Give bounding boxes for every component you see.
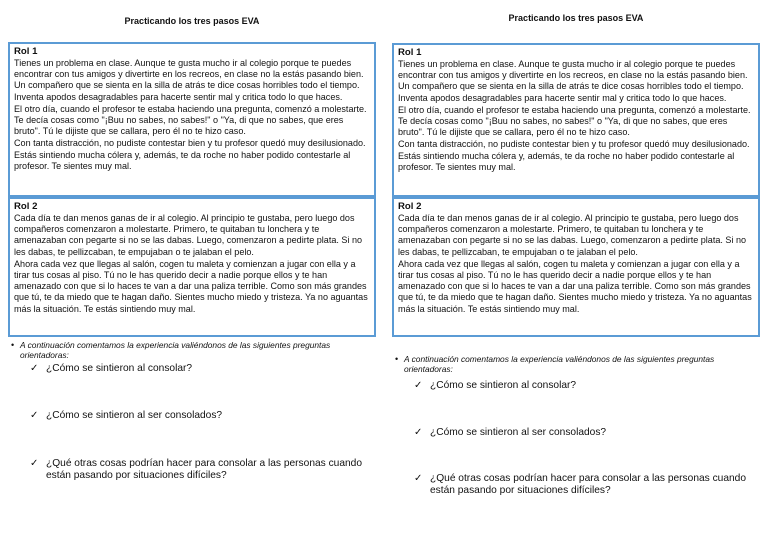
role-paragraph: El otro día, cuando el profesor te estaba haciendo una pregunta, comenzó a molestarte. Te decía cosas como "¡Buu no sabes, no sabes!" o "Ya, di que no sabes, que eres bruto". Tú le dijiste que se callara, pero él no te hizo caso. <box>14 103 367 137</box>
question-text: ¿Cómo se sintieron al consolar? <box>46 363 193 374</box>
checkmark-icon: ✓ <box>414 427 423 438</box>
question-text: ¿Cómo se sintieron al consolar? <box>430 380 577 391</box>
intro-text: A continuación comentamos la experiencia valiéndonos de las siguientes preguntas orientadoras: <box>20 340 331 360</box>
role-paragraph: Con tanta distracción, no pudiste contestar bien y tu profesor quedó muy desilusionado. Estás sintiendo mucha cólera y, además, te da roche no haber podido contestarle al profesor. Te sientes muy mal. <box>14 138 366 171</box>
question-item <box>8 410 376 422</box>
intro-text: A continuación comentamos la experiencia valiéndonos de las siguientes preguntas orientadoras: <box>404 354 715 374</box>
bullet-icon: • <box>11 340 15 350</box>
role-2-box <box>392 197 760 337</box>
intro-bullet-item <box>8 340 376 360</box>
role-paragraph: Cada día te dan menos ganas de ir al colegio. Al principio te gustaba, pero luego dos compañeros comenzaron a molestarte. Primero, te quitaban tu lonchera y te amenazaban con pegarte si no se las dabas. Luego, comenzaron a pedirte plata. Si no les dabas, te pellizcaban, te empujaban o te jalaban el pelo. <box>14 213 363 257</box>
role-heading: Rol 1 <box>398 47 422 58</box>
role-paragraph: Tienes un problema en clase. Aunque te gusta mucho ir al colegio porque te puedes encontrar con tus amigos y divertirte en los recreos, en clase no la estás pasando bien. Un compañero que se sienta en la silla de atrás te dice cosas horribles todo el tiempo. Inventa apodos desagradables para hacerte sentir mal y critica todo lo que haces. <box>398 59 748 103</box>
checkmark-icon: ✓ <box>30 458 39 469</box>
checkmark-icon: ✓ <box>30 410 39 421</box>
role-heading: Rol 2 <box>14 201 38 212</box>
role-paragraph: Cada día te dan menos ganas de ir al colegio. Al principio te gustaba, pero luego dos compañeros comenzaron a molestarte. Primero, te quitaban tu lonchera y te amenazaban con pegarte si no se las dabas. Luego, comenzaron a pedirte plata. Si no les dabas, te pellizcaban, te empujaban o te jalaban el pelo. <box>398 213 747 257</box>
bullet-icon: • <box>395 354 399 364</box>
role-1-box <box>392 43 760 197</box>
checkmark-icon: ✓ <box>414 473 423 484</box>
role-heading: Rol 1 <box>14 46 38 57</box>
role-paragraph: Ahora cada vez que llegas al salón, cogen tu maleta y comienzan a jugar con ella y a tirar tus cosas al piso. Tú no le has querido decir a nadie porque ellos y te han amenazado con que si lo haces te van a dar una paliza terrible. Como son más grandes que tú, te da miedo que te hagan daño. Sientes mucho miedo y tristeza. Ya no aguantas más la situación. Te estás sintiendo muy mal. <box>14 258 368 314</box>
checkmark-icon: ✓ <box>30 363 39 374</box>
role-paragraph: Tienes un problema en clase. Aunque te gusta mucho ir al colegio porque te puedes encontrar con tus amigos y divertirte en los recreos, en clase no la estás pasando bien. Un compañero que se sienta en la silla de atrás te dice cosas horribles todo el tiempo. Inventa apodos desagradables para hacerte sentir mal y critica todo lo que haces. <box>14 58 364 102</box>
question-item <box>392 380 760 392</box>
checkmark-icon: ✓ <box>414 380 423 391</box>
role-2-box <box>8 197 376 337</box>
question-text: ¿Cómo se sintieron al ser consolados? <box>46 410 223 421</box>
page-title: Practicando los tres pasos EVA <box>508 13 644 23</box>
role-heading: Rol 2 <box>398 201 422 212</box>
intro-bullet-item <box>392 354 760 374</box>
page-title: Practicando los tres pasos EVA <box>124 16 260 26</box>
question-item <box>8 363 376 375</box>
role-paragraph: El otro día, cuando el profesor te estaba haciendo una pregunta, comenzó a molestarte. Te decía cosas como "¡Buu no sabes, no sabes!" o "Ya, di que no sabes, que eres bruto". Tú le dijiste que se callara, pero él no te hizo caso. <box>398 104 751 138</box>
question-text: ¿Qué otras cosas podrían hacer para consolar a las personas cuando están pasando por situaciones difíciles? <box>46 458 362 481</box>
question-text: ¿Cómo se sintieron al ser consolados? <box>430 427 607 438</box>
role-paragraph: Ahora cada vez que llegas al salón, cogen tu maleta y comienzan a jugar con ella y a tirar tus cosas al piso. Tú no le has querido decir a nadie porque ellos y te han amenazado con que si lo haces te van a dar una paliza terrible. Como son más grandes que tú, te da miedo que te hagan daño. Sientes mucho miedo y tristeza. Ya no aguantas más la situación. Te estás sintiendo muy mal. <box>398 258 752 314</box>
question-item <box>392 473 760 496</box>
question-item <box>8 458 376 481</box>
role-1-box <box>8 42 376 197</box>
role-paragraph: Con tanta distracción, no pudiste contestar bien y tu profesor quedó muy desilusionado. Estás sintiendo mucha cólera y, además, te da roche no haber podido contestarle al profesor. Te sientes muy mal. <box>398 139 750 172</box>
question-item <box>392 427 760 439</box>
question-text: ¿Qué otras cosas podrían hacer para consolar a las personas cuando están pasando por situaciones difíciles? <box>430 473 746 496</box>
